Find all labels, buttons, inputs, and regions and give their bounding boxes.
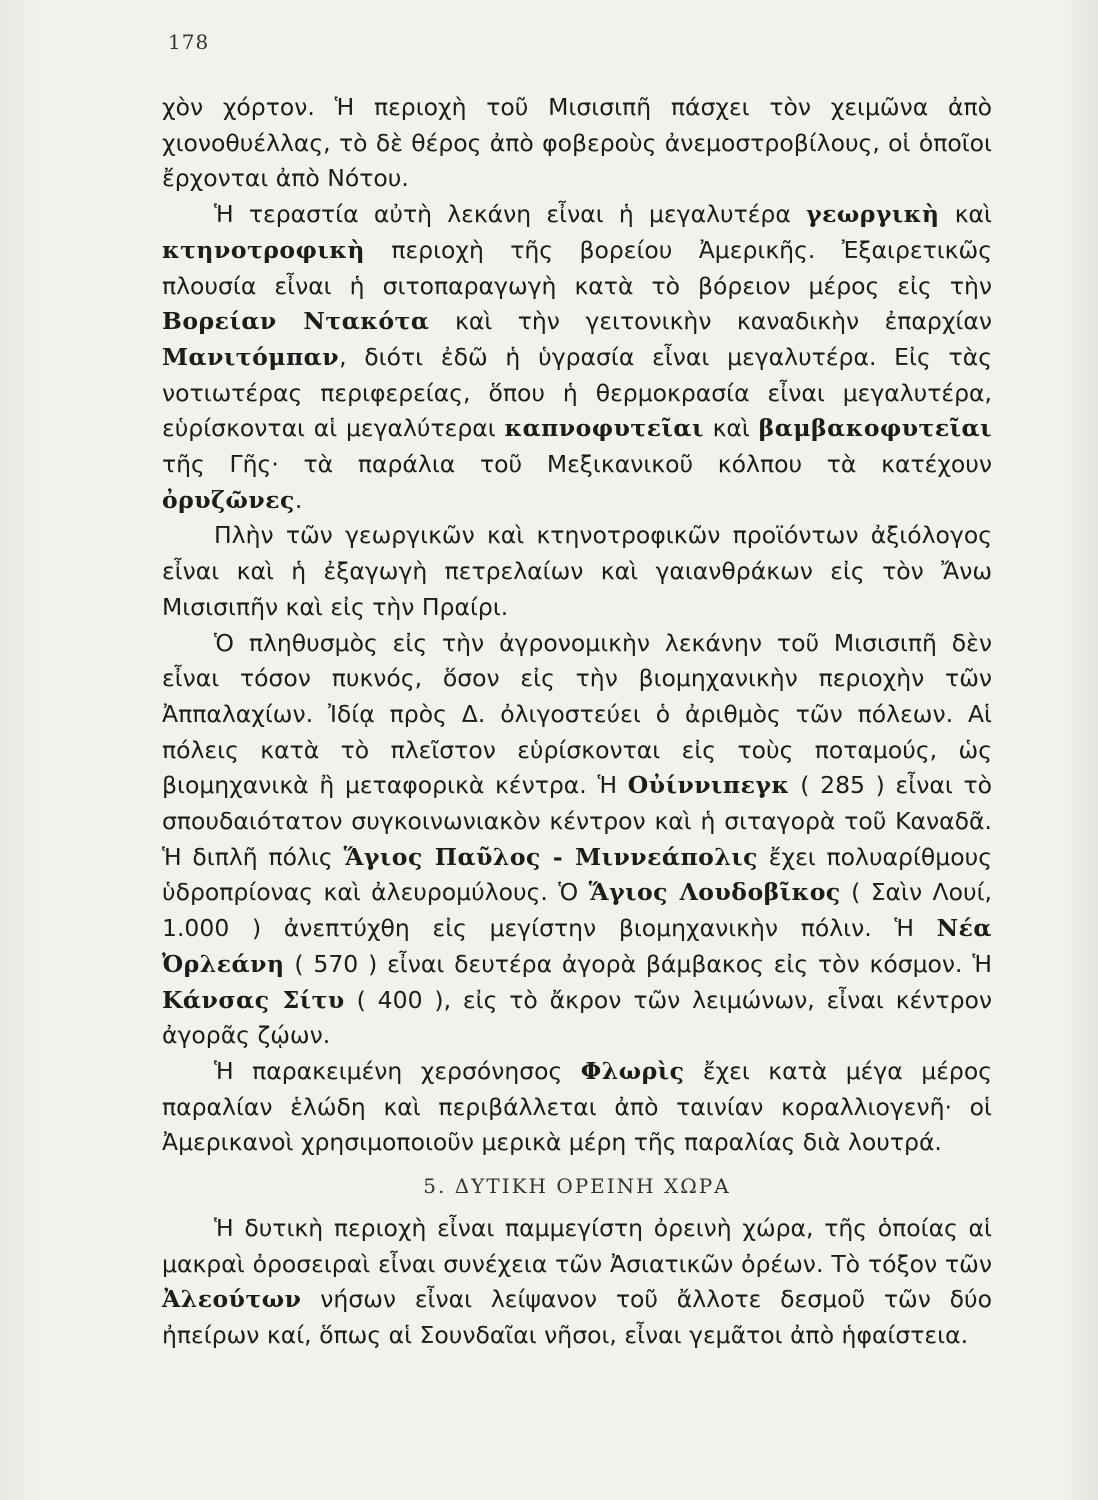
body-text — [162, 90, 992, 1354]
bold-term: καπνοφυτεῖαι — [504, 414, 704, 443]
bold-term: Νέα Ὀρλεάνη — [162, 914, 992, 978]
bold-term: βαμβακοφυτεῖαι — [758, 414, 992, 443]
text-run: . — [294, 485, 303, 514]
bold-term: Κάνσας Σίτυ — [162, 985, 345, 1014]
paragraph — [162, 1211, 992, 1354]
section-paragraphs — [162, 1211, 992, 1354]
paragraph — [162, 197, 992, 518]
paragraph — [162, 518, 992, 625]
main-paragraphs — [162, 90, 992, 1161]
bold-term: Φλωρὶς — [580, 1056, 685, 1085]
text-run: περιοχὴ τῆς βορείου Ἀμερικῆς. Ἐξαιρετικῶς πλουσία εἶναι ἡ σιτοπαραγωγὴ κατὰ τὸ βόρειον μέρος εἰς τὴν — [162, 235, 992, 300]
bold-term: κτηνοτροφικὴ — [162, 235, 365, 264]
text-run: Ἡ τεραστία αὐτὴ λεκάνη εἶναι ἡ μεγαλυτέρα — [214, 200, 807, 229]
text-run: ( Σαὶν Λουί, 1.000 ) ἀνεπτύχθη εἰς μεγίστην βιομηχανικὴν πόλιν. Ἡ — [162, 878, 993, 943]
paragraph — [162, 1054, 992, 1161]
text-run: καὶ — [703, 414, 759, 443]
text-run: Ἡ δυτικὴ περιοχὴ εἶναι παμμεγίστη ὀρεινὴ χώρα, τῆς ὁποίας αἱ μακραὶ ὀροσειραὶ εἶναι συνέχεια τῶν Ἀσιατικῶν ὀρέων. Τὸ τόξον τῶν — [162, 1213, 992, 1278]
text-run: , διότι ἐδῶ ἡ ὑγρασία εἶναι μεγαλυτέρα. Εἰς τὰς νοτιωτέρας περιφερείας, ὅπου ἡ θερμοκρασία εἶναι μεγαλυτέρα, εὑρίσκονται αἱ μεγαλύτεραι — [162, 342, 992, 443]
paragraph — [162, 90, 992, 197]
text-run: ἔχει κατὰ μέγα μέρος παραλίαν ἑλώδη καὶ περιβάλλεται ἀπὸ ταινίαν κοραλλιογενῆ· οἱ Ἀμερικανοὶ χρησιμοποιοῦν μερικὰ μέρη τῆς παραλίας διὰ λουτρά. — [162, 1056, 992, 1157]
bold-term: γεωργικὴ — [806, 200, 940, 229]
bold-term: Μανιτόμπαν — [162, 342, 340, 371]
text-run: ( 570 ) εἶναι δευτέρα ἀγορὰ βάμβακος εἰς τὸν κόσμον. Ἡ — [284, 949, 992, 978]
text-run: νήσων εἶναι λείψανον τοῦ ἄλλοτε δεσμοῦ τῶν δύο ἠπείρων καί, ὅπως αἱ Σουνδαῖαι νῆσοι, εἶναι γεμᾶτοι ἀπὸ ἡφαίστεια. — [162, 1285, 992, 1349]
page-number: 178 — [168, 30, 210, 54]
text-run: ( 400 ), εἰς τὸ ἄκρον τῶν λειμώνων, εἶναι κέντρον ἀγορᾶς ζῴων. — [162, 985, 992, 1050]
paragraph — [162, 626, 992, 1054]
section-heading: 5. ΔΥΤΙΚΗ ΟΡΕΙΝΗ ΧΩΡΑ — [423, 1174, 731, 1199]
text-run: καὶ — [939, 200, 992, 229]
text-run: καὶ τὴν γειτονικὴν καναδικὴν ἐπαρχίαν — [429, 307, 992, 336]
text-run: χὸν χόρτον. Ἡ περιοχὴ τοῦ Μισισιπῆ πάσχει τὸν χειμῶνα ἀπὸ χιονοθυέλλας, τὸ δὲ θέρος ἀπὸ φοβεροὺς ἀνεμοστροβίλους, οἱ ὁποῖοι ἔρχονται ἀπὸ Νότου. — [162, 93, 992, 193]
text-run: τῆς Γῆς· τὰ παράλια τοῦ Μεξικανικοῦ κόλπου τὰ κατέχουν — [162, 450, 992, 479]
bold-term: Ἅγιος Λουδοβῖκος — [588, 878, 841, 907]
bold-term: ὀρυζῶνες — [162, 485, 295, 514]
text-run: Ἡ παρακειμένη χερσόνησος — [214, 1056, 581, 1085]
text-run: Ὁ πληθυσμὸς εἰς τὴν ἀγρονομικὴν λεκάνην τοῦ Μισισιπῆ δὲν εἶναι τόσον πυκνός, ὅσον εἰς τὴν βιομηχανικὴν περιοχὴν τῶν Ἀππαλαχίων. Ἰδίᾳ πρὸς Δ. ὀλιγοστεύει ὁ ἀριθμὸς τῶν πόλεων. Αἱ πόλεις κατὰ τὸ πλεῖστον εὑρίσκονται εἰς τοὺς ποταμούς, ὡς βιομηχανικὰ ἢ μεταφορικὰ κέντρα. Ἡ — [162, 628, 992, 800]
text-run: ἔχει πολυαρίθμους ὑδροπρίονας καὶ ἀλευρομύλους. Ὁ — [162, 842, 993, 907]
bold-term: Ἀλεούτων — [162, 1285, 302, 1314]
text-run: ( 285 ) εἶναι τὸ σπουδαιότατον συγκοινωνιακὸν κέντρον καὶ ἡ σιταγορὰ τοῦ Καναδᾶ. Ἡ διπλῆ πόλις — [162, 771, 993, 871]
text-run: Πλὴν τῶν γεωργικῶν καὶ κτηνοτροφικῶν προϊόντων ἀξιόλογος εἶναι καὶ ἡ ἐξαγωγὴ πετρελαίων καὶ γαιανθράκων εἰς τὸν Ἄνω Μισισιπῆν καὶ εἰς τὴν Πραίρι. — [162, 521, 992, 621]
bold-term: Βορείαν Ντακότα — [162, 307, 430, 336]
bold-term: Οὐίννιπεγκ — [627, 771, 790, 800]
bold-term: Ἅγιος Παῦλος - Μιννεάπολις — [343, 842, 758, 871]
